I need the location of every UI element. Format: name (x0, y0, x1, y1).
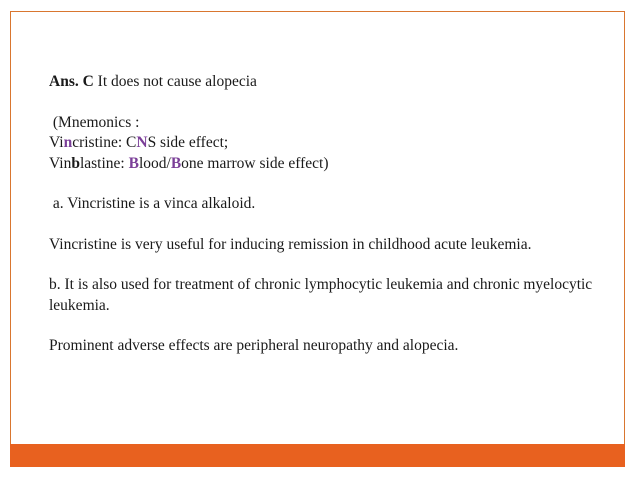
answer-line (49, 72, 609, 93)
mnemonic-highlight: n (63, 134, 73, 151)
mnemonic-text: lastine: (79, 154, 129, 172)
mnemonic-text: one marrow side effect) (181, 154, 329, 172)
mnemonic-text: Vi (49, 134, 64, 151)
mnemonic-highlight: B (170, 154, 182, 172)
mnemonic-text: Vin (49, 154, 72, 172)
spacer (49, 316, 609, 336)
point-remission: Vincristine is very useful for inducing remission in childhood acute leukemia. (49, 235, 532, 253)
slide-bottom-bar (10, 444, 625, 467)
point-adverse: Prominent adverse effects are peripheral neuropathy and alopecia. (49, 337, 459, 354)
mnemonic-text: S side effect; (147, 134, 229, 151)
mnemonic-highlight-bold: b (71, 154, 80, 172)
mnemonic-vincristine (49, 133, 609, 154)
spacer (49, 93, 609, 113)
answer-text: It does not cause alopecia (93, 73, 257, 90)
mnemonic-highlight: B (128, 154, 139, 172)
mnemonic-highlight: N (136, 134, 148, 151)
spacer (49, 255, 609, 275)
point-a: a. Vincristine is a vinca alkaloid. (49, 195, 256, 212)
point-b: b. It is also used for treatment of chronic lymphocytic leukemia and chronic myelocytic leukemia. (49, 276, 593, 314)
spacer (49, 174, 609, 194)
mnemonic-text: lood/ (138, 154, 171, 172)
answer-prefix: Ans. C (49, 73, 94, 90)
spacer (49, 215, 609, 235)
mnemonics-heading: (Mnemonics : (49, 113, 140, 131)
mnemonic-vinblastine (49, 154, 609, 175)
slide-content (49, 72, 609, 357)
mnemonic-text: cristine: C (72, 134, 137, 151)
